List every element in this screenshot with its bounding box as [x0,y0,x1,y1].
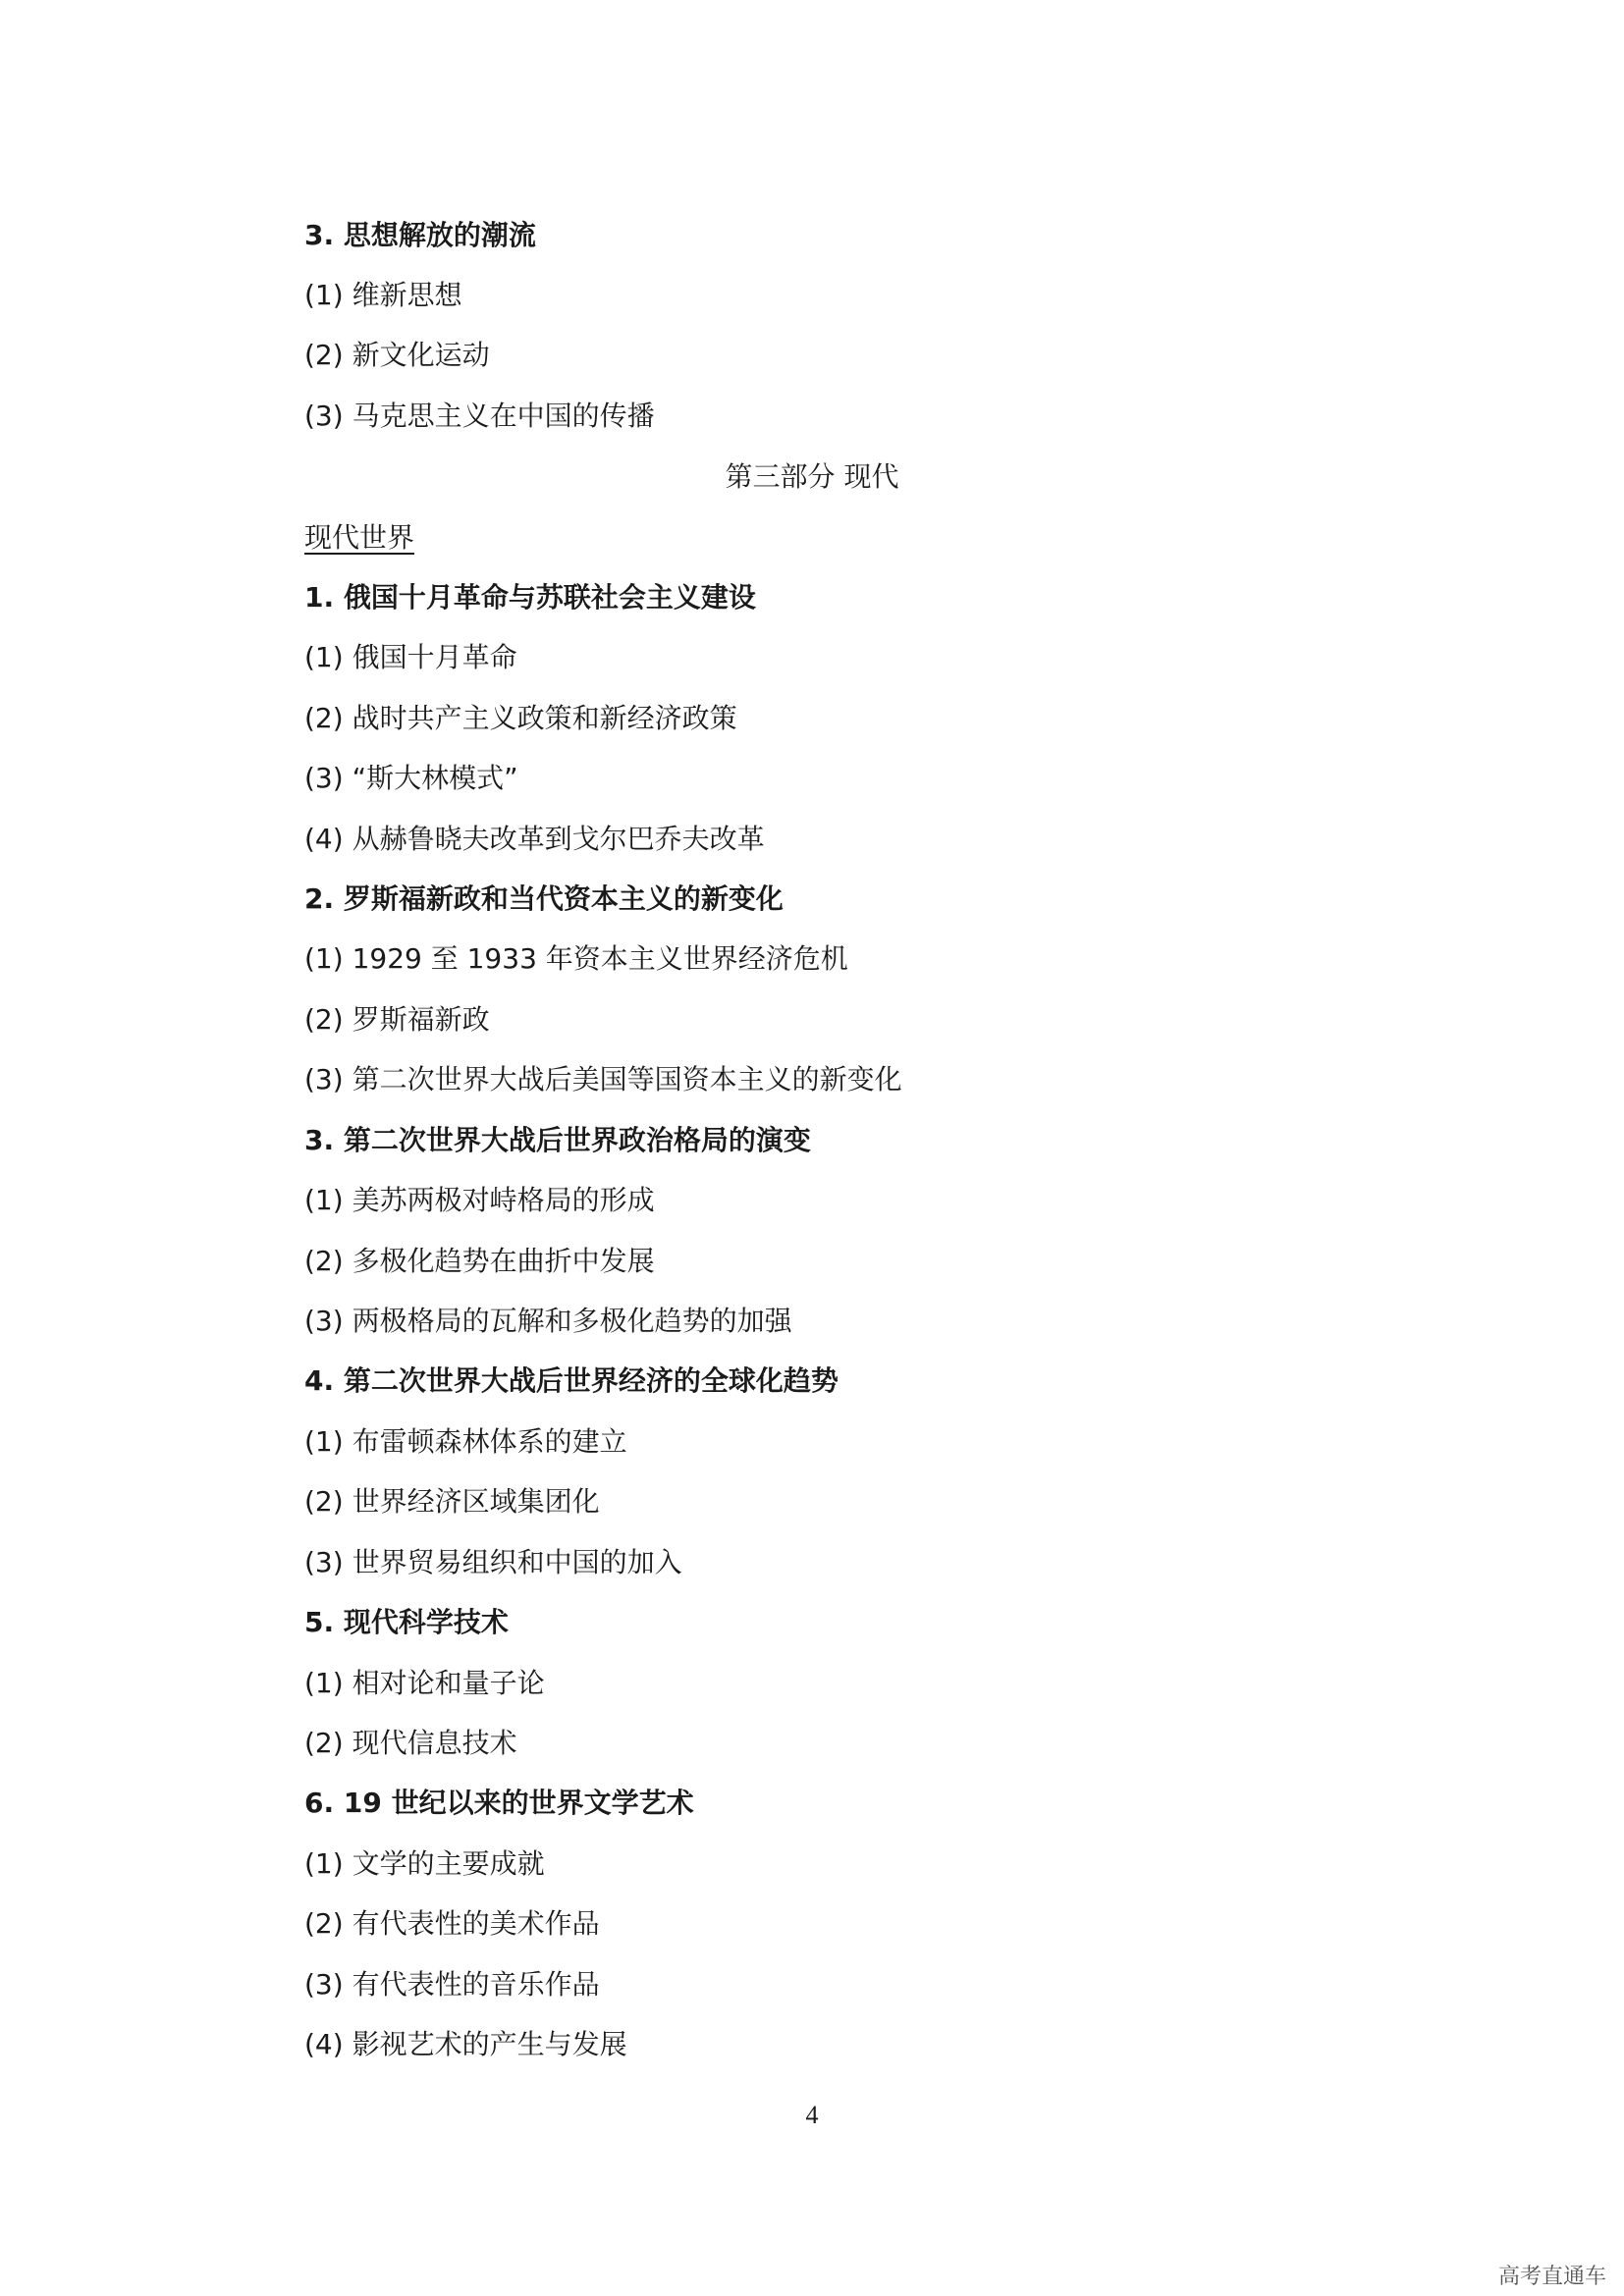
list-item: (3) 世界贸易组织和中国的加入 [304,1546,682,1578]
section-heading: 3. 思想解放的潮流 [304,219,536,251]
list-item: (3) 两极格局的瓦解和多极化趋势的加强 [304,1305,792,1337]
topic-heading: 3. 第二次世界大战后世界政治格局的演变 [304,1124,811,1156]
list-item: (1) 布雷顿森林体系的建立 [304,1425,627,1458]
list-item: (2) 现代信息技术 [304,1727,517,1759]
list-item: (2) 多极化趋势在曲折中发展 [304,1245,655,1277]
list-item: (4) 影视艺术的产生与发展 [304,2028,627,2060]
list-item: (3) “斯大林模式” [304,762,518,794]
list-item: (4) 从赫鲁晓夫改革到戈尔巴乔夫改革 [304,823,765,855]
topic-heading: 4. 第二次世界大战后世界经济的全球化趋势 [304,1364,839,1397]
world-heading: 现代世界 [304,521,415,554]
watermark: 高考直通车 [1497,2265,1606,2289]
list-item: (2) 罗斯福新政 [304,1003,490,1036]
topic-heading: 5. 现代科学技术 [304,1606,509,1638]
topic-heading: 1. 俄国十月革命与苏联社会主义建设 [304,581,756,614]
list-item: (2) 世界经济区域集团化 [304,1485,600,1518]
list-item: (1) 文学的主要成就 [304,1847,545,1880]
page-number: 4 [805,2101,819,2129]
list-item: (3) 有代表性的音乐作品 [304,1968,600,2001]
list-item: (3) 马克思主义在中国的传播 [304,400,655,432]
topic-heading: 2. 罗斯福新政和当代资本主义的新变化 [304,882,784,915]
list-item: (1) 维新思想 [304,279,462,311]
list-item: (1) 相对论和量子论 [304,1667,545,1699]
list-item: (1) 俄国十月革命 [304,641,517,673]
list-item: (2) 新文化运动 [304,339,490,371]
list-item: (3) 第二次世界大战后美国等国资本主义的新变化 [304,1063,902,1095]
list-item: (1) 美苏两极对峙格局的形成 [304,1184,655,1216]
list-item: (1) 1929 至 1933 年资本主义世界经济危机 [304,942,848,975]
topic-heading: 6. 19 世纪以来的世界文学艺术 [304,1787,694,1819]
list-item: (2) 有代表性的美术作品 [304,1907,600,1940]
part-title: 第三部分 现代 [725,460,899,493]
list-item: (2) 战时共产主义政策和新经济政策 [304,702,737,734]
